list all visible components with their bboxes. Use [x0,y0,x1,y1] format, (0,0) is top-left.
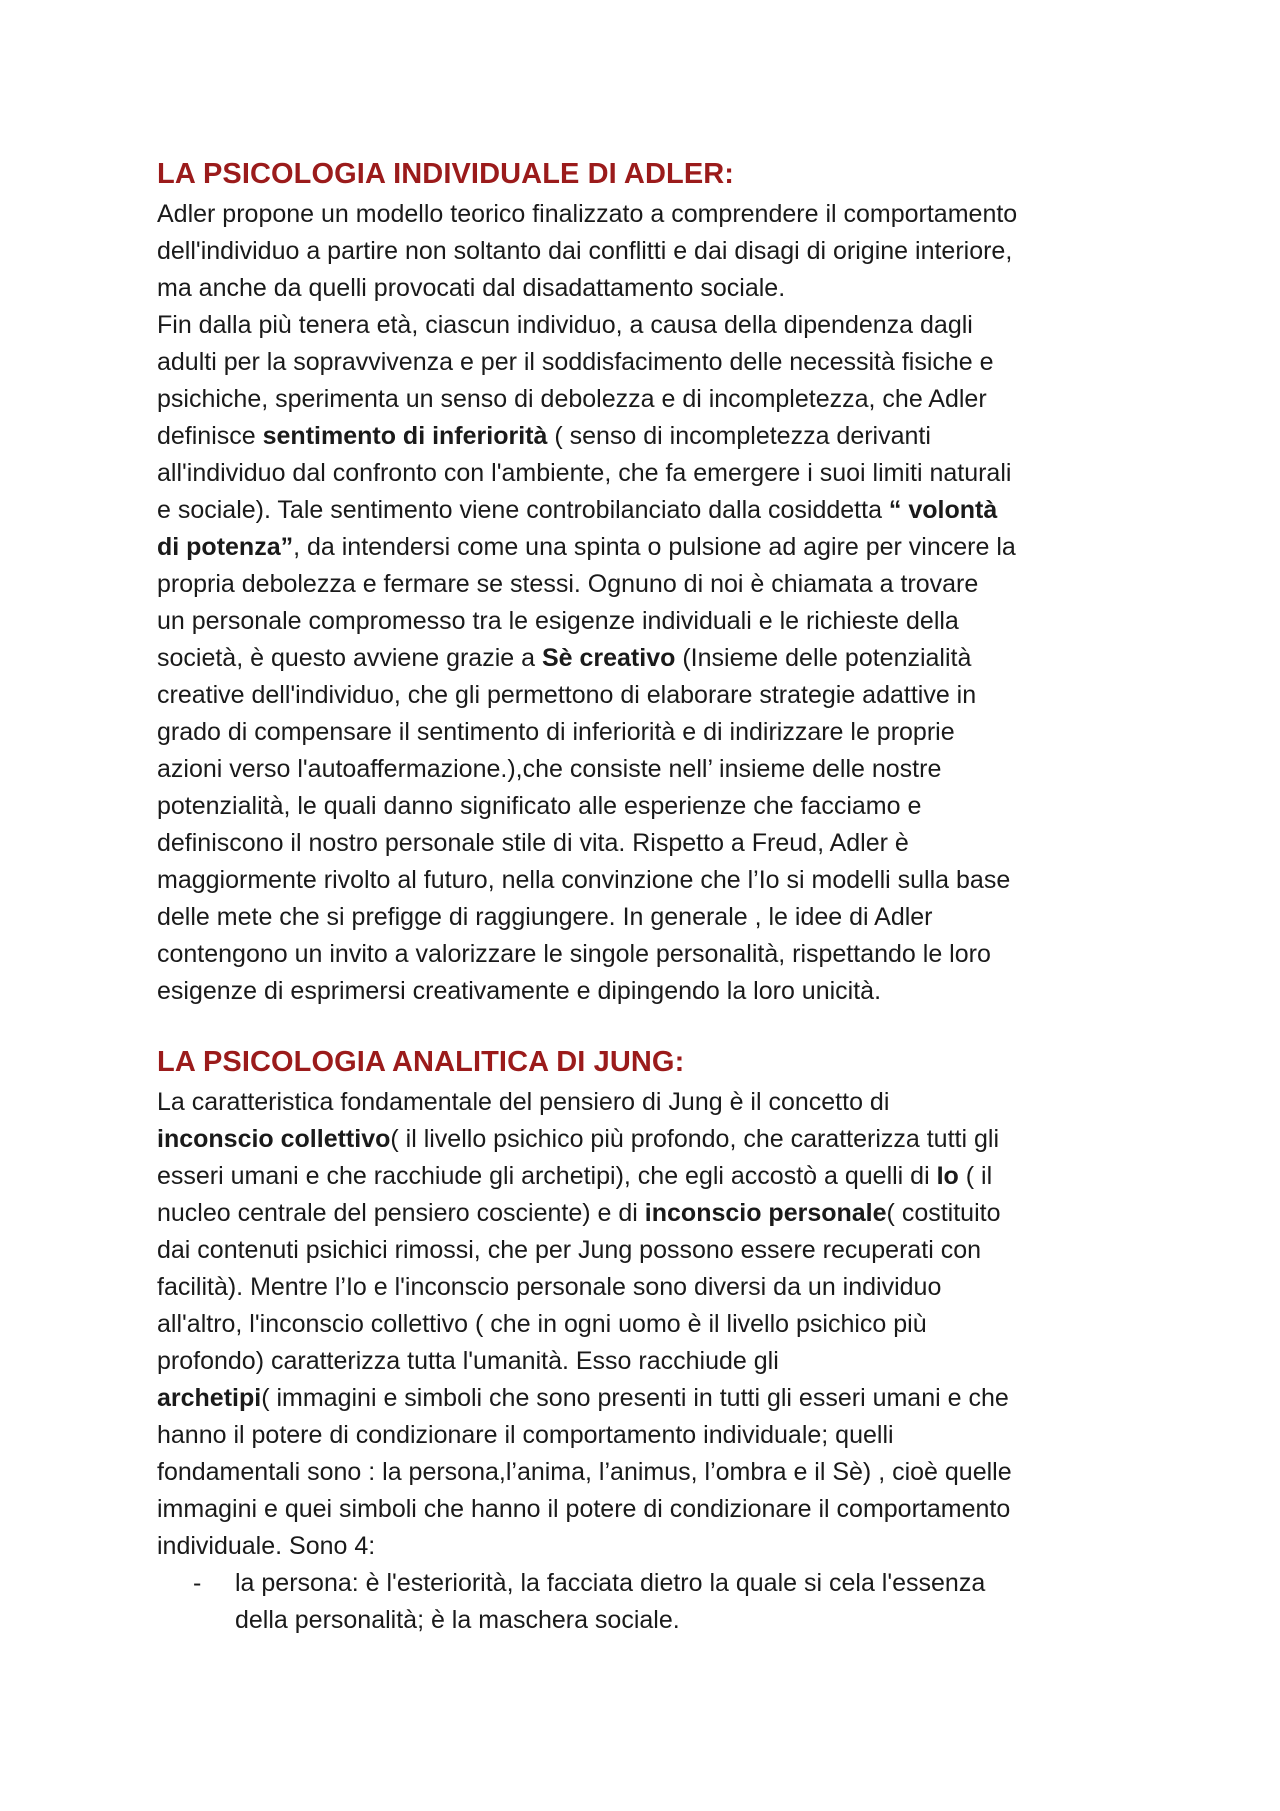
text-run: dell'individuo a partire non soltanto dai conflitti e dai disagi di origine interiore, [157,237,1013,265]
dash-bullet-icon: - [193,1569,202,1597]
text-run: grado di compensare il sentimento di inferiorità e di indirizzare le proprie [157,718,955,746]
bold-term: di potenza” [157,533,294,561]
text-run: propria debolezza e fermare se stessi. Ognuno di noi è chiamata a trovare [157,570,979,598]
text-line [157,1269,1147,1306]
bullet-list [157,1565,1147,1639]
text-run: creative dell'individuo, che gli permettono di elaborare strategie adattive in [157,681,977,709]
text-line [157,862,1147,899]
text-line [157,936,1147,973]
text-run: contengono un invito a valorizzare le singole personalità, rispettando le loro [157,940,991,968]
text-line [157,1380,1147,1417]
text-line [157,899,1147,936]
text-line [157,1417,1147,1454]
text-line [157,529,1147,566]
text-line [157,751,1147,788]
text-line [157,640,1147,677]
text-run: individuale. Sono 4: [157,1532,376,1560]
text-line [157,1195,1147,1232]
text-line [157,381,1147,418]
text-line [157,455,1147,492]
text-run: fondamentali sono : la persona,l’anima, l’animus, l’ombra e il Sè) , cioè quelle [157,1458,1012,1486]
text-line [235,1565,1147,1602]
text-line [157,714,1147,751]
text-line [157,1084,1147,1121]
text-run: ( il [958,1162,993,1190]
text-line [157,677,1147,714]
text-line [157,1491,1147,1528]
text-line [157,1121,1147,1158]
text-run: ( immagini e simboli che sono presenti in tutti gli esseri umani e che [261,1384,1009,1412]
paragraph-jung [157,1084,1147,1565]
text-run: La caratteristica fondamentale del pensiero di Jung è il concetto di [157,1088,890,1116]
text-line [157,1306,1147,1343]
text-line [157,344,1147,381]
text-line [157,788,1147,825]
text-run: immagini e quei simboli che hanno il potere di condizionare il comportamento [157,1495,1011,1523]
text-line [157,492,1147,529]
text-line [157,418,1147,455]
bold-term: archetipi [157,1384,262,1412]
text-run: esseri umani e che racchiude gli archetipi), che egli accostò a quelli di [157,1162,937,1190]
text-run: un personale compromesso tra le esigenze individuali e le richieste della [157,607,959,635]
text-run: della personalità; è la maschera sociale. [235,1606,680,1634]
text-line [157,233,1147,270]
text-run: ( senso di incompletezza derivanti [547,422,931,450]
bold-term: “ volontà [888,496,998,524]
text-run: all'individuo dal confronto con l'ambiente, che fa emergere i suoi limiti naturali [157,459,1012,487]
text-run: Fin dalla più tenera età, ciascun individuo, a causa della dipendenza dagli [157,311,973,339]
text-run: società, è questo avviene grazie a [157,644,542,672]
text-run: delle mete che si prefigge di raggiungere. In generale , le idee di Adler [157,903,933,931]
text-line [235,1602,1147,1639]
text-run: ma anche da quelli provocati dal disadattamento sociale. [157,274,786,302]
text-run: nucleo centrale del pensiero cosciente) e di [157,1199,645,1227]
text-run: ( costituito [886,1199,1001,1227]
text-line [157,1343,1147,1380]
bold-term: sentimento di inferiorità [262,422,548,450]
text-line [157,270,1147,307]
text-run: dai contenuti psichici rimossi, che per Jung possono essere recuperati con [157,1236,982,1264]
text-run: profondo) caratterizza tutta l'umanità. Esso racchiude gli [157,1347,779,1375]
text-run: definisce [157,422,263,450]
text-run: ( il livello psichico più profondo, che caratterizza tutti gli [390,1125,999,1153]
section-heading-adler: LA PSICOLOGIA INDIVIDUALE DI ADLER: [157,158,735,190]
text-run: e sociale). Tale sentimento viene controbilanciato dalla cosiddetta [157,496,889,524]
text-run: all'altro, l'inconscio collettivo ( che in ogni uomo è il livello psichico più [157,1310,927,1338]
text-run: azioni verso l'autoaffermazione.),che consiste nell’ insieme delle nostre [157,755,942,783]
text-line [157,1528,1147,1565]
section-spacer [157,1010,1147,1040]
text-line [157,603,1147,640]
list-item [157,1565,1147,1639]
document-page [157,152,1147,1639]
bold-term: inconscio personale [644,1199,887,1227]
text-line [157,566,1147,603]
section-heading-jung: LA PSICOLOGIA ANALITICA DI JUNG: [157,1046,685,1078]
text-run: adulti per la sopravvivenza e per il soddisfacimento delle necessità fisiche e [157,348,994,376]
bold-term: Io [936,1162,959,1190]
text-run: la persona: è l'esteriorità, la facciata dietro la quale si cela l'essenza [235,1569,986,1597]
text-run: hanno il potere di condizionare il comportamento individuale; quelli [157,1421,894,1449]
text-line [157,973,1147,1010]
text-run: Adler propone un modello teorico finalizzato a comprendere il comportamento [157,200,1018,228]
text-run: psichiche, sperimenta un senso di debolezza e di incompletezza, che Adler [157,385,987,413]
text-run: , da intendersi come una spinta o pulsione ad agire per vincere la [293,533,1016,561]
paragraph-adler [157,196,1147,1010]
text-line [157,1232,1147,1269]
text-run: (Insieme delle potenzialità [675,644,972,672]
text-run: maggiormente rivolto al futuro, nella convinzione che l’Io si modelli sulla base [157,866,1011,894]
text-line [157,825,1147,862]
text-run: potenzialità, le quali danno significato alle esperienze che facciamo e [157,792,922,820]
text-run: definiscono il nostro personale stile di vita. Rispetto a Freud, Adler è [157,829,909,857]
text-run: esigenze di esprimersi creativamente e dipingendo la loro unicità. [157,977,882,1005]
text-line [157,1454,1147,1491]
bold-term: Sè creativo [541,644,676,672]
text-line [157,196,1147,233]
bold-term: inconscio collettivo [157,1125,391,1153]
text-line [157,307,1147,344]
text-run: facilità). Mentre l’Io e l'inconscio personale sono diversi da un individuo [157,1273,942,1301]
text-line [157,1158,1147,1195]
